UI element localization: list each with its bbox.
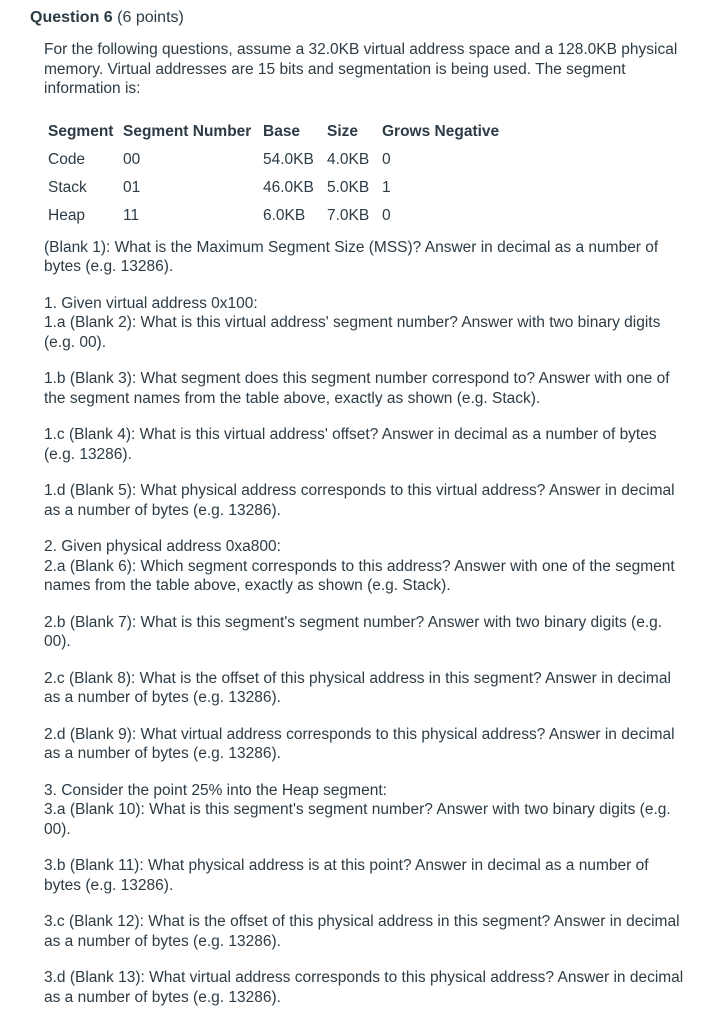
- part-3-block: [44, 781, 684, 840]
- blank-13-question: 3.d (Blank 13): What virtual address corresponds to this physical address? Answer in decimal as a number of bytes (e.g. 13286).: [44, 969, 684, 1006]
- blank-8-block: [44, 669, 684, 708]
- cell-base: 6.0KB: [263, 206, 306, 224]
- blank-3-question: 1.b (Blank 3): What segment does this segment number correspond to? Answer with one of the segment names from the table above, exactly as shown (e.g. Stack).: [44, 370, 670, 407]
- blank-2-question: 1.a (Blank 2): What is this virtual address' segment number? Answer with two binary digits (e.g. 00).: [44, 314, 661, 351]
- blank-10-question: 3.a (Blank 10): What is this segment's segment number? Answer with two binary digits (e.g. 00).: [44, 801, 671, 838]
- blank-12-block: [44, 912, 684, 951]
- part-1-block: [44, 294, 684, 353]
- table-row: [48, 202, 512, 230]
- cell-base: 54.0KB: [263, 150, 314, 168]
- blank-1-block: [44, 238, 684, 277]
- segment-table: [48, 118, 512, 230]
- cell-segment-number: 11: [123, 206, 140, 224]
- cell-segment-number: 01: [123, 178, 141, 196]
- blank-6-question: 2.a (Blank 6): Which segment corresponds to this address? Answer with one of the segment names from the table above, exactly as shown (e.g. Stack).: [44, 557, 675, 594]
- col-header-grows-negative: Grows Negative: [382, 122, 500, 140]
- table-row: [48, 174, 512, 202]
- col-header-base: Base: [263, 122, 301, 140]
- blank-11-block: [44, 856, 684, 895]
- cell-segment: Stack: [48, 178, 87, 196]
- question-points: (6 points): [117, 9, 184, 26]
- cell-segment: Heap: [48, 206, 86, 224]
- cell-grows-negative: 0: [382, 150, 391, 168]
- blank-7-block: [44, 613, 684, 652]
- blank-4-question: 1.c (Blank 4): What is this virtual address' offset? Answer in decimal as a number of bytes (e.g. 13286).: [44, 426, 657, 463]
- blank-9-block: [44, 725, 684, 764]
- cell-size: 7.0KB: [327, 206, 370, 224]
- blank-1-question: (Blank 1): What is the Maximum Segment Size (MSS)? Answer in decimal as a number of bytes (e.g. 13286).: [44, 238, 659, 275]
- cell-grows-negative: 1: [382, 178, 391, 196]
- part-1-heading: 1. Given virtual address 0x100:: [44, 294, 258, 312]
- cell-segment-number: 00: [123, 150, 141, 168]
- question-body: [44, 40, 684, 1007]
- blank-7-question: 2.b (Blank 7): What is this segment's segment number? Answer with two binary digits (e.g. 00).: [44, 613, 663, 650]
- table-row: [48, 146, 512, 174]
- blank-4-block: [44, 425, 684, 464]
- cell-size: 4.0KB: [327, 150, 370, 168]
- blank-13-block: [44, 968, 684, 1007]
- cell-segment: Code: [48, 150, 86, 168]
- blank-11-question: 3.b (Blank 11): What physical address is at this point? Answer in decimal as a number of bytes (e.g. 13286).: [44, 857, 649, 894]
- intro-text: For the following questions, assume a 32.0KB virtual address space and a 128.0KB physical memory. Virtual addresses are 15 bits and segmentation is being used. The segment information is:: [44, 41, 678, 97]
- blank-5-question: 1.d (Blank 5): What physical address corresponds to this virtual address? Answer in decimal as a number of bytes (e.g. 13286).: [44, 482, 675, 519]
- cell-grows-negative: 0: [382, 206, 391, 224]
- segment-table-header: [48, 118, 512, 146]
- col-header-segment: Segment: [48, 122, 114, 140]
- question-header: [30, 8, 184, 28]
- blank-12-question: 3.c (Blank 12): What is the offset of this physical address in this segment? Answer in decimal as a number of bytes (e.g. 13286).: [44, 913, 680, 950]
- blank-3-block: [44, 369, 684, 408]
- question-title: Question 6: [30, 9, 113, 26]
- blank-8-question: 2.c (Blank 8): What is the offset of this physical address in this segment? Answer in decimal as a number of bytes (e.g. 13286).: [44, 669, 671, 706]
- blank-5-block: [44, 481, 684, 520]
- blank-9-question: 2.d (Blank 9): What virtual address corresponds to this physical address? Answer in decimal as a number of bytes (e.g. 13286).: [44, 725, 675, 762]
- part-3-heading: 3. Consider the point 25% into the Heap segment:: [44, 781, 387, 799]
- cell-base: 46.0KB: [263, 178, 314, 196]
- cell-size: 5.0KB: [327, 178, 370, 196]
- part-2-heading: 2. Given physical address 0xa800:: [44, 538, 281, 555]
- part-2-block: [44, 537, 684, 596]
- col-header-size: Size: [327, 122, 359, 140]
- col-header-segment-number: Segment Number: [123, 122, 252, 140]
